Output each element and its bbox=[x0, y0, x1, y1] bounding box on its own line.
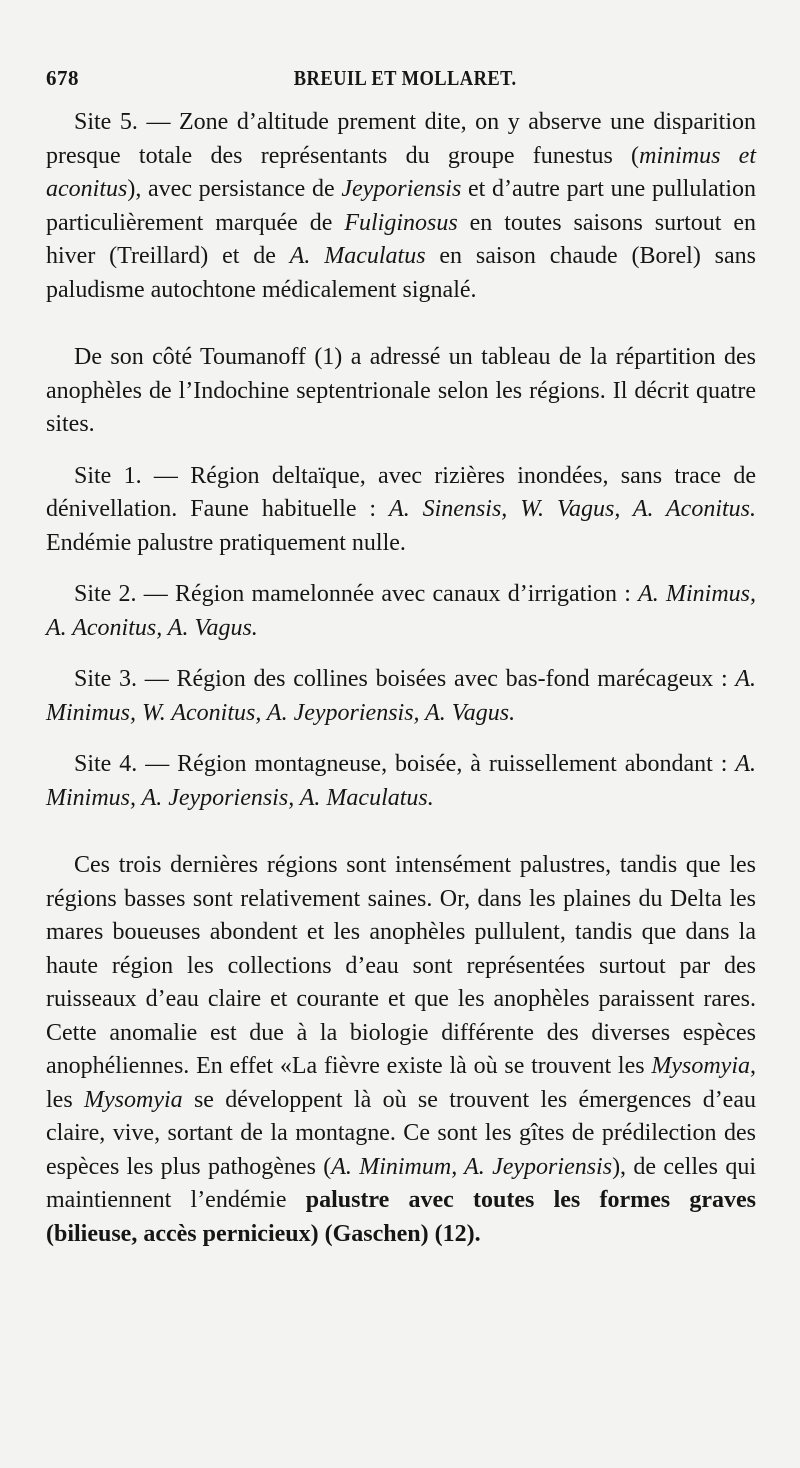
species-name: A. Sinensis, W. Vagus, A. Aconitus. bbox=[389, 496, 756, 522]
page bbox=[46, 66, 756, 1251]
paragraph-site-1 bbox=[46, 460, 756, 561]
paragraph-site-4 bbox=[46, 748, 756, 815]
page-number: 678 bbox=[46, 66, 79, 90]
species-name: Mysomyia bbox=[651, 1053, 750, 1079]
species-name: A. Maculatus bbox=[289, 243, 426, 269]
species-name: A. Minimus, W. Aconitus, A. Jeyporiensis, A. Vagus. bbox=[46, 666, 756, 726]
species-name: Mysomyia bbox=[84, 1086, 183, 1113]
species-name: Fuliginosus bbox=[344, 209, 458, 236]
paragraph-conclusion bbox=[46, 849, 756, 1251]
paragraph-text: Site 3. — Région des collines boisées avec bas-fond marécageux : bbox=[74, 666, 736, 692]
paragraph-text: Endémie palustre pratiquement nulle. bbox=[46, 529, 406, 556]
species-name: A. Minimus, A. Jeyporiensis, A. Maculatus. bbox=[46, 751, 756, 811]
paragraph-text: en saison chaude (Borel) sans paludisme autochtone médicalement signalé. bbox=[46, 243, 756, 303]
paragraph-text: palustre avec toutes les formes graves (bilieuse, accès pernicieux) (Gaschen) (12). bbox=[46, 1187, 756, 1247]
paragraph-text: Site 1. — Région deltaïque, avec rizières inondées, sans trace de dénivellation. Faune habituelle : bbox=[46, 462, 756, 522]
paragraph-text: en toutes saisons surtout en hiver (Treillard) et de bbox=[46, 209, 757, 269]
species-name: minimus et aconitus bbox=[46, 142, 756, 202]
paragraph-text: De son côté Toumanoff (1) a adressé un tableau de la répartition des anophèles de l’Indochine septentrionale selon les régions. Il décrit quatre sites. bbox=[46, 344, 756, 437]
paragraph-site-5 bbox=[46, 106, 756, 307]
paragraph-text: Ces trois dernières régions sont intensément palustres, tandis que les régions basses sont relativement saines. Or, dans les plaines du Delta les mares boueuses abondent et les anophèles pullulent, tandis que dans la haute région les collections d’eau sont représentées surtout par des ruisseaux d’eau claire et courante et que les anophèles paraissent rares. Cette anomalie est due à la biologie différente des diverses espèces anophéliennes. En effet «La fièvre existe là où se trouvent les bbox=[46, 852, 756, 1079]
paragraph-site-2 bbox=[46, 578, 756, 645]
paragraph-site-3 bbox=[46, 663, 756, 730]
species-name: Jeyporiensis bbox=[341, 176, 462, 202]
species-name: A. Minimum, A. Jeyporiensis bbox=[331, 1153, 613, 1180]
paragraph-text: ), de celles qui maintiennent l’endémie bbox=[46, 1153, 756, 1213]
paragraph-text: ), avec persistance de bbox=[127, 176, 342, 202]
paragraph-toumanoff bbox=[46, 341, 756, 442]
species-name: A. Minimus, A. Aconitus, A. Vagus. bbox=[46, 581, 756, 641]
paragraph-text: Site 4. — Région montagneuse, boisée, à ruissellement abondant : bbox=[74, 751, 736, 777]
paragraph-text: se développent là où se trouvent les émergences d’eau claire, vive, sortant de la montagne. Ce sont les gîtes de prédilection des espèces les plus pathogènes ( bbox=[46, 1086, 756, 1180]
running-title: BREUIL ET MOLLARET. bbox=[293, 66, 517, 90]
paragraph-text: et d’autre part une pullulation particulièrement marquée de bbox=[46, 176, 757, 236]
paragraph-text: , les bbox=[46, 1053, 756, 1113]
paragraph-text: Site 5. — Zone d’altitude prement dite, on y abserve une disparition presque totale des représentants du groupe funestus ( bbox=[46, 109, 756, 169]
running-header bbox=[46, 66, 756, 106]
paragraph-text: Site 2. — Région mamelonnée avec canaux d’irrigation : bbox=[74, 581, 639, 607]
